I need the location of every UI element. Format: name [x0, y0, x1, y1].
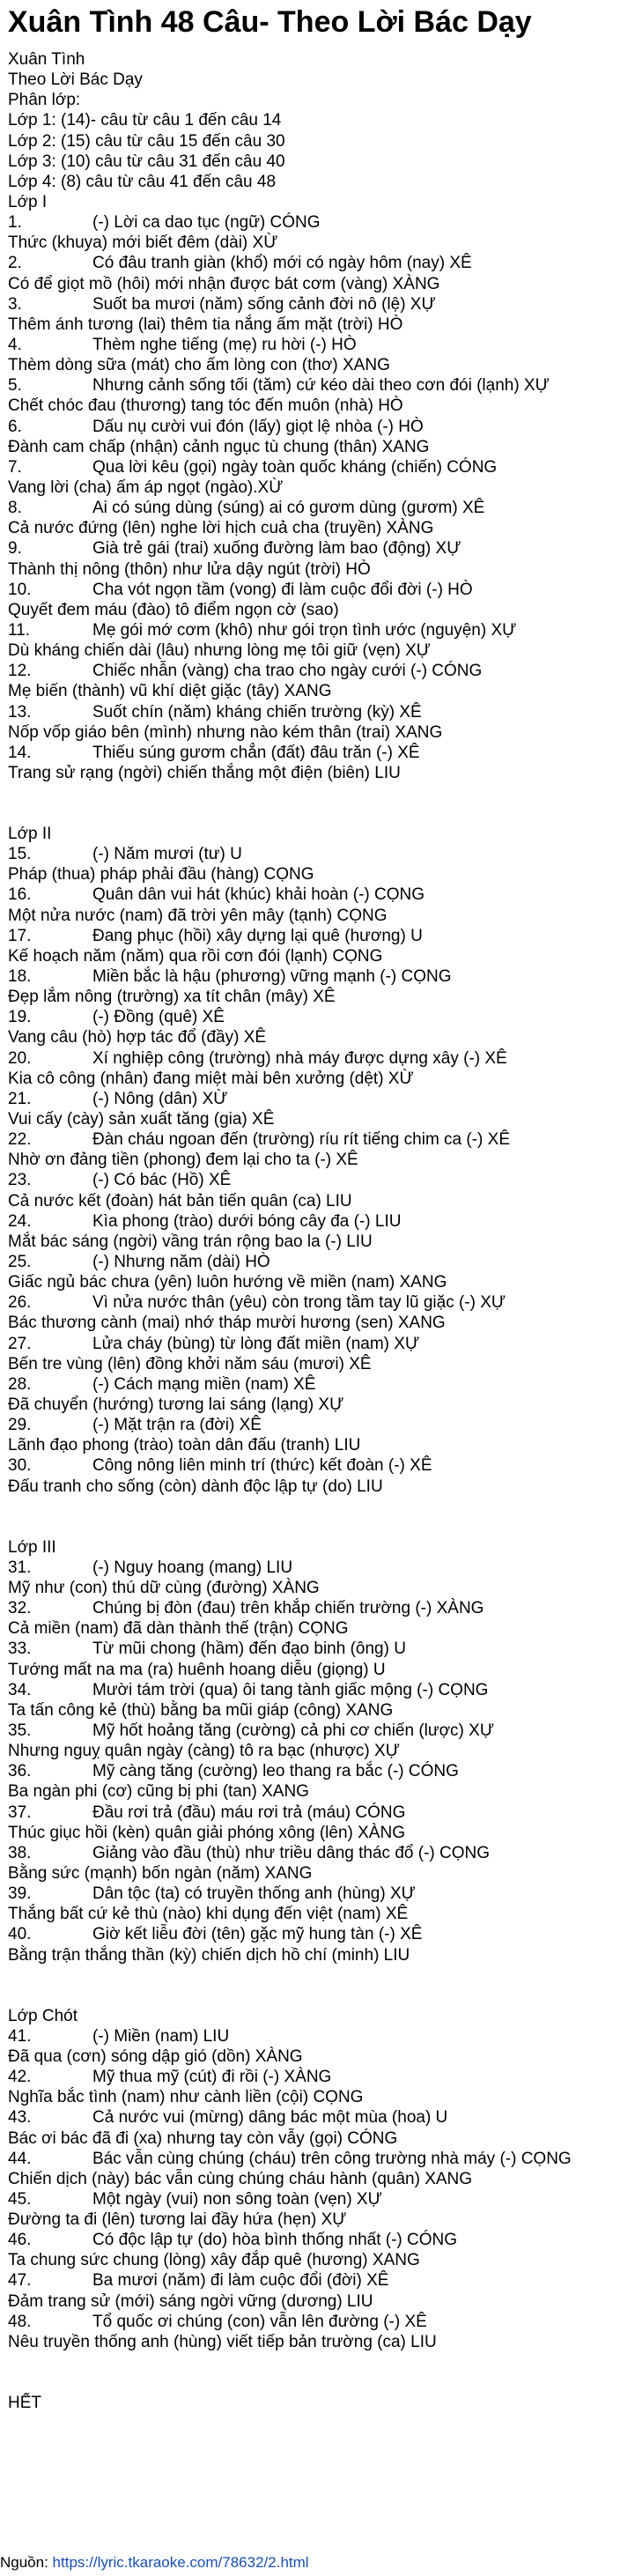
verse-text: Vì nửa nước thân (yêu) còn trong tầm tay lũ giặc (-) XỰ	[92, 1293, 506, 1313]
verse-text: Chiếc nhẫn (vàng) cha trao cho ngày cưới (-) CÓNG	[92, 662, 483, 681]
verse-line	[8, 1374, 629, 1395]
verse-text: Cha vót ngọn tầm (vong) đi làm cuộc đổi đời (-) HÒ	[92, 580, 473, 599]
verse-text: Mỹ càng tăng (cường) leo thang ra bắc (-) CÓNG	[92, 1762, 459, 1781]
verse-continuation: Đường ta đi (lên) tương lai đầy hứa (hẹn) XỰ	[8, 2210, 347, 2230]
source-label: Nguồn:	[0, 2554, 53, 2571]
verse-continuation: Kế hoạch năm (năm) qua rồi cơn đói (lạnh) CỌNG	[8, 946, 383, 966]
section-heading: Lớp III	[8, 1537, 56, 1557]
verse-continuation: Mắt bác sáng (ngời) vầng trán rộng bao la (-) LIU	[8, 1232, 373, 1251]
verse-text: Một ngày (vui) non sông toàn (vẹn) XỰ	[92, 2189, 382, 2209]
verse-continuation: Đảm trang sử (mới) sáng ngời vững (dương) LIU	[8, 2291, 373, 2311]
verse-number: 10.	[8, 580, 32, 599]
verse-line	[8, 1211, 629, 1232]
verse-text: Có đâu tranh giàn (khổ) mới có ngày hôm (nay) XÊ	[92, 254, 472, 273]
verse-line	[8, 2067, 629, 2087]
verse-continuation: Có để giọt mồ (hôi) mới nhận được bát cơm (vàng) XÀNG	[8, 274, 440, 293]
verse-line	[8, 457, 629, 477]
verse-number: 31.	[8, 1558, 32, 1577]
verse-text: Mẹ gói mớ cơm (khô) như gói trọn tình ước (nguyện) XỰ	[92, 620, 517, 640]
verse-text: (-) Miền (nam) LIU	[92, 2026, 230, 2046]
header-line: Lớp 3: (10) câu từ câu 31 đến câu 40	[8, 152, 285, 171]
verse-line	[8, 1680, 629, 1700]
verse-text: Xí nghiệp công (trường) nhà máy được dựng xây (-) XÊ	[92, 1048, 507, 1068]
verse-number: 41.	[8, 2026, 32, 2046]
verse-text: Giờ kết liễu đời (tên) gặc mỹ hung tàn (-) XÊ	[92, 1925, 423, 1944]
verse-line	[8, 661, 629, 681]
verse-line	[8, 1761, 629, 1781]
verse-line	[8, 844, 629, 864]
verse-line	[8, 620, 629, 640]
verse-number: 37.	[8, 1802, 32, 1822]
verse-number: 6.	[8, 417, 22, 436]
verse-number: 34.	[8, 1680, 32, 1699]
verse-line	[8, 1129, 629, 1150]
verse-text: Qua lời kêu (gọi) ngày toàn quốc kháng (chiến) CÓNG	[92, 457, 498, 477]
verse-line	[8, 1170, 629, 1190]
verse-number: 9.	[8, 539, 22, 559]
verse-text: Suốt chín (năm) kháng chiến trường (kỳ) XÊ	[92, 702, 422, 722]
verse-text: Mười tám trời (qua) ôi tang tành giấc mộng (-) CỌNG	[92, 1680, 489, 1699]
verse-number: 4.	[8, 335, 22, 354]
verse-number: 15.	[8, 845, 32, 864]
verse-continuation: Trang sử rạng (ngời) chiến thắng một điện (biên) LIU	[8, 763, 401, 782]
verse-text: Đang phục (hồi) xây dựng lại quê (hương) U	[92, 926, 423, 945]
verse-text: Mỹ hốt hoảng tăng (cường) cả phi cơ chiến (lược) XỰ	[92, 1721, 495, 1740]
verse-line	[8, 2312, 629, 2332]
verse-number: 35.	[8, 1721, 32, 1740]
verse-number: 8.	[8, 499, 22, 518]
verse-continuation: Thúc giục hồi (kèn) quân giải phóng xông (lên) XÀNG	[8, 1823, 405, 1842]
verse-line	[8, 1048, 629, 1069]
verse-text: Giảng vào đầu (thù) như triều dâng thác đổ (-) CỌNG	[92, 1843, 490, 1862]
verse-continuation: Thức (khuya) mới biết đêm (dài) XỪ	[8, 233, 278, 253]
verse-text: Thèm nghe tiếng (mẹ) ru hời (-) HÒ	[92, 335, 357, 354]
verse-continuation: Cả nước kết (đoàn) hát bản tiến quân (ca) LIU	[8, 1191, 352, 1210]
verse-line	[8, 1721, 629, 1741]
verse-continuation: Pháp (thua) pháp phải đầu (hàng) CỌNG	[8, 865, 314, 885]
page-title: Xuân Tình 48 Câu- Theo Lời Bác Dạy	[8, 5, 532, 39]
verse-text: Đàn cháu ngoan đến (trường) ríu rít tiếng chim ca (-) XÊ	[92, 1130, 510, 1150]
verse-continuation: Ba ngàn phi (cơ) cũng bị phi (tan) XANG	[8, 1782, 309, 1802]
verse-continuation: Nêu truyền thống anh (hùng) viết tiếp bản trường (ca) LIU	[8, 2332, 437, 2351]
verse-line	[8, 1639, 629, 1659]
verse-text: (-) Năm mươi (tư) U	[92, 845, 242, 864]
verse-line	[8, 1455, 629, 1476]
verse-number: 5.	[8, 376, 22, 396]
song-header	[8, 49, 629, 192]
verse-line	[8, 2270, 629, 2291]
verse-text: Dấu nụ cười vui đón (lấy) giọt lệ nhòa (-) HÒ	[92, 417, 424, 436]
verse-continuation: Nốp vốp giáo bên (mình) nhưng nào kém thân (trai) XANG	[8, 722, 443, 742]
verse-number: 22.	[8, 1130, 32, 1150]
header-line: Lớp 4: (8) câu từ câu 41 đến câu 48	[8, 172, 277, 191]
verse-number: 11.	[8, 620, 31, 640]
verse-number: 7.	[8, 457, 22, 477]
verse-number: 13.	[8, 702, 32, 722]
verse-number: 46.	[8, 2231, 32, 2250]
verse-continuation: Nghĩa bắc tình (nam) như cành liền (cội) CỌNG	[8, 2088, 364, 2107]
lyrics-content	[8, 49, 629, 2413]
verse-continuation: Một nửa nước (nam) đã trời yên mây (tạnh) CỌNG	[8, 906, 388, 925]
verse-continuation: Tướng mất na ma (ra) huênh hoang diễu (giọng) U	[8, 1660, 386, 1679]
verse-line	[8, 2189, 629, 2210]
verse-line	[8, 1415, 629, 1435]
verse-text: (-) Mặt trận ra (đời) XÊ	[92, 1416, 262, 1435]
verse-text: Từ mũi chong (hầm) đến đạo binh (ông) U	[92, 1640, 406, 1659]
verse-number: 14.	[8, 743, 32, 762]
verse-continuation: Bến tre vùng (lên) đồng khởi năm sáu (mươi) XÊ	[8, 1354, 372, 1373]
verse-text: Kìa phong (trào) dưới bóng cây đa (-) LIU	[92, 1211, 402, 1231]
verse-number: 21.	[8, 1089, 32, 1108]
verse-text: Tổ quốc ơi chúng (con) vẫn lên đường (-) XÊ	[92, 2312, 427, 2331]
header-line: Lớp 1: (14)- câu từ câu 1 đến câu 14	[8, 111, 282, 130]
verse-number: 27.	[8, 1334, 32, 1353]
verse-line	[8, 335, 629, 355]
verse-number: 29.	[8, 1416, 32, 1435]
verse-text: Thiếu súng gươm chẳn (đất) đâu trăn (-) XÊ	[92, 743, 420, 762]
verse-line	[8, 2230, 629, 2250]
verse-continuation: Vui cấy (cày) sản xuất tăng (gia) XÊ	[8, 1110, 275, 1129]
verse-text: (-) Cách mạng miền (nam) XÊ	[92, 1374, 316, 1394]
verse-text: Ba mươi (năm) đi làm cuộc đổi (đời) XÊ	[92, 2271, 389, 2291]
verse-continuation: Mỹ như (con) thú dữ cùng (đường) XÀNG	[8, 1578, 320, 1597]
verse-text: (-) Đồng (quê) XÊ	[92, 1008, 225, 1027]
verse-line	[8, 294, 629, 315]
verse-continuation: Vang lời (cha) ấm áp ngọt (ngào).XỪ	[8, 477, 284, 497]
source-line	[0, 2552, 309, 2573]
verse-continuation: Cả nước đứng (lên) nghe lời hịch cuả cha (truyền) XÀNG	[8, 519, 434, 538]
verse-line	[8, 1924, 629, 1944]
verse-text: (-) Nông (dân) XỪ	[92, 1089, 228, 1108]
header-line: Lớp 2: (15) câu từ câu 15 đến câu 30	[8, 131, 285, 151]
verse-continuation: Cả miền (nam) đã dàn thành thế (trận) CỌNG	[8, 1619, 349, 1639]
verse-line	[8, 702, 629, 722]
verse-text: Suốt ba mươi (năm) sống cảnh đời nô (lệ) XỰ	[92, 294, 436, 314]
verse-text: Đầu rơi trả (đầu) máu rơi trả (máu) CÓNG	[92, 1802, 406, 1822]
verse-line	[8, 1292, 629, 1313]
verse-line	[8, 926, 629, 946]
verse-continuation: Đẹp lắm nông (trường) xa tít chân (mây) XÊ	[8, 988, 336, 1007]
verse-number: 12.	[8, 662, 32, 681]
verse-number: 19.	[8, 1008, 32, 1027]
verse-continuation: Chiến dịch (này) bác vẫn cùng chúng cháu hành (quân) XANG	[8, 2169, 473, 2188]
verse-continuation: Kia cô công (nhân) đang miệt mài bên xưởng (dệt) XỪ	[8, 1069, 414, 1088]
verse-number: 28.	[8, 1374, 32, 1394]
section-heading: Lớp I	[8, 192, 48, 211]
section-heading: Lớp Chót	[8, 2006, 78, 2025]
verse-line	[8, 498, 629, 518]
verse-number: 16.	[8, 885, 32, 905]
verse-number: 25.	[8, 1253, 32, 1272]
verse-continuation: Thèm dòng sữa (mát) cho ấm lòng con (thơ) XANG	[8, 356, 390, 375]
verse-text: Quân dân vui hát (khúc) khải hoàn (-) CỌNG	[92, 885, 425, 905]
verse-number: 47.	[8, 2271, 32, 2291]
verse-number: 36.	[8, 1762, 32, 1781]
verse-continuation: Bằng sức (mạnh) bốn ngàn (năm) XANG	[8, 1863, 313, 1883]
verse-line	[8, 2026, 629, 2047]
header-line: Theo Lời Bác Dạy	[8, 70, 143, 90]
verse-line	[8, 417, 629, 437]
verse-continuation: Ta tấn công kẻ (thù) bằng ba mũi giáp (công) XANG	[8, 1700, 394, 1720]
source-link[interactable]: https://lyric.tkaraoke.com/78632/2.html	[52, 2554, 309, 2571]
verse-line	[8, 885, 629, 905]
section-gap	[8, 1497, 629, 1537]
verse-number: 26.	[8, 1293, 32, 1313]
verse-line	[8, 212, 629, 233]
verse-continuation: Nhưng nguỵ quân ngày (càng) tô ra bạc (nhược) XỰ	[8, 1742, 400, 1761]
section-gap	[8, 2352, 629, 2393]
verse-line	[8, 966, 629, 987]
verse-number: 1.	[8, 213, 22, 233]
verse-continuation: Bác ơi bác đã đi (xa) nhưng tay còn vẫy (gọi) CÓNG	[8, 2128, 398, 2148]
verse-text: Cả nước vui (mừng) dâng bác một mùa (hoa) U	[92, 2108, 448, 2128]
verse-continuation: Chết chóc đau (thương) tang tóc đến muôn (nhà) HÒ	[8, 396, 403, 416]
verse-number: 42.	[8, 2068, 32, 2087]
verse-text: Ai có súng dùng (súng) ai có gươm dùng (gươm) XÊ	[92, 499, 485, 518]
verse-continuation: Mẹ biến (thành) vũ khí diệt giặc (tây) XANG	[8, 682, 332, 701]
verse-line	[8, 1843, 629, 1863]
verse-number: 23.	[8, 1171, 32, 1190]
verse-number: 33.	[8, 1640, 32, 1659]
verse-line	[8, 1884, 629, 1904]
verse-number: 32.	[8, 1599, 32, 1618]
section-gap	[8, 783, 629, 824]
verse-continuation: Đấu tranh cho sống (còn) dành độc lập tự (do) LIU	[8, 1477, 383, 1496]
verse-number: 17.	[8, 926, 32, 945]
verse-text: (-) Lời ca dao tục (ngữ) CÓNG	[92, 213, 321, 233]
verse-line	[8, 1802, 629, 1823]
verse-text: Lửa cháy (bùng) từ lòng đất miền (nam) XỰ	[92, 1334, 420, 1353]
verse-text: Có độc lập tự (do) hòa bình thống nhất (-) CÓNG	[92, 2231, 458, 2250]
verse-number: 45.	[8, 2189, 32, 2209]
verse-continuation: Giấc ngủ bác chưa (yên) luôn hướng về miền (nam) XANG	[8, 1273, 447, 1292]
verse-text: Mỹ thua mỹ (cút) đi rồi (-) XÀNG	[92, 2068, 332, 2087]
verse-line	[8, 1334, 629, 1354]
verse-continuation: Bác thương cành (mai) nhớ tháp mười hương (sen) XANG	[8, 1314, 446, 1333]
header-line: Xuân Tình	[8, 50, 85, 69]
verse-number: 48.	[8, 2312, 32, 2331]
verse-text: Già trẻ gái (trai) xuống đường làm bao (động) XỰ	[92, 539, 461, 559]
verse-text: Dân tộc (ta) có truyền thống anh (hùng) XỰ	[92, 1884, 416, 1904]
verse-text: (-) Nhưng năm (dài) HÒ	[92, 1253, 270, 1272]
verse-text: Bác vẫn cùng chúng (cháu) trên công trường nhà máy (-) CỌNG	[92, 2149, 572, 2168]
section-gap	[8, 1965, 629, 2006]
verse-line	[8, 253, 629, 273]
verse-text: Miền bắc là hậu (phương) vững mạnh (-) CỌNG	[92, 967, 452, 987]
verse-line	[8, 2149, 629, 2169]
verse-continuation: Thắng bất cứ kẻ thù (nào) khi dụng đến việt (nam) XÊ	[8, 1905, 409, 1924]
verse-continuation: Ta chung sức chung (lòng) xây đắp quê (hương) XANG	[8, 2251, 420, 2270]
verse-line	[8, 743, 629, 763]
verse-continuation: Bằng trận thắng thần (kỳ) chiến dịch hồ chí (minh) LIU	[8, 1945, 410, 1965]
verse-number: 40.	[8, 1925, 32, 1944]
verse-number: 2.	[8, 254, 22, 273]
verse-continuation: Quyết đem máu (đào) tô điểm ngọn cờ (sao)	[8, 600, 339, 619]
verse-line	[8, 1558, 629, 1578]
verse-text: (-) Nguy hoang (mang) LIU	[92, 1558, 293, 1577]
verse-continuation: Đã qua (cơn) sóng dập gió (dồn) XÀNG	[8, 2047, 303, 2066]
verse-number: 39.	[8, 1884, 32, 1904]
header-line: Phân lớp:	[8, 91, 81, 110]
verse-continuation: Dù kháng chiến dài (lâu) nhưng lòng mẹ tôi giữ (vẹn) XỰ	[8, 641, 431, 661]
verse-line	[8, 1252, 629, 1272]
verse-number: 38.	[8, 1843, 32, 1862]
verse-line	[8, 538, 629, 559]
verse-number: 44.	[8, 2149, 32, 2168]
verse-line	[8, 2107, 629, 2128]
verse-continuation: Lãnh đạo phong (trào) toàn dân đấu (tranh) LIU	[8, 1436, 361, 1455]
verse-number: 24.	[8, 1211, 32, 1231]
verse-continuation: Đã chuyển (hướng) tương lai sáng (lạng) XỰ	[8, 1395, 344, 1414]
verse-number: 18.	[8, 967, 32, 987]
verse-text: Công nông liên minh trí (thức) kết đoàn (-) XÊ	[92, 1456, 432, 1476]
verse-continuation: Thành thị nông (thôn) như lửa dậy ngút (trời) HÒ	[8, 559, 371, 579]
verse-continuation: Đành cam chấp (nhận) cảnh ngục tù chung (thân) XANG	[8, 437, 430, 456]
verse-continuation: Nhờ ơn đảng tiền (phong) đem lại cho ta (-) XÊ	[8, 1151, 358, 1170]
verse-text: Chúng bị đòn (đau) trên khắp chiến trường (-) XÀNG	[92, 1599, 484, 1618]
end-marker: HẾT	[8, 2394, 41, 2413]
verse-text: Nhưng cảnh sống tối (tăm) cứ kéo dài theo cơn đói (lạnh) XỰ	[92, 376, 550, 396]
verse-number: 3.	[8, 294, 22, 314]
verse-number: 30.	[8, 1456, 32, 1476]
section-heading: Lớp II	[8, 825, 52, 844]
verse-line	[8, 580, 629, 600]
verse-line	[8, 1598, 629, 1618]
verse-line	[8, 375, 629, 396]
verse-continuation: Vang câu (hò) hợp tác đổ (đầy) XÊ	[8, 1028, 267, 1047]
verse-text: (-) Có bác (Hồ) XÊ	[92, 1171, 232, 1190]
verse-number: 43.	[8, 2108, 32, 2128]
verse-continuation: Thêm ánh tương (lai) thêm tia nắng ấm mặt (trời) HÒ	[8, 315, 403, 334]
verse-line	[8, 1007, 629, 1027]
verse-line	[8, 1089, 629, 1109]
verse-number: 20.	[8, 1048, 32, 1068]
